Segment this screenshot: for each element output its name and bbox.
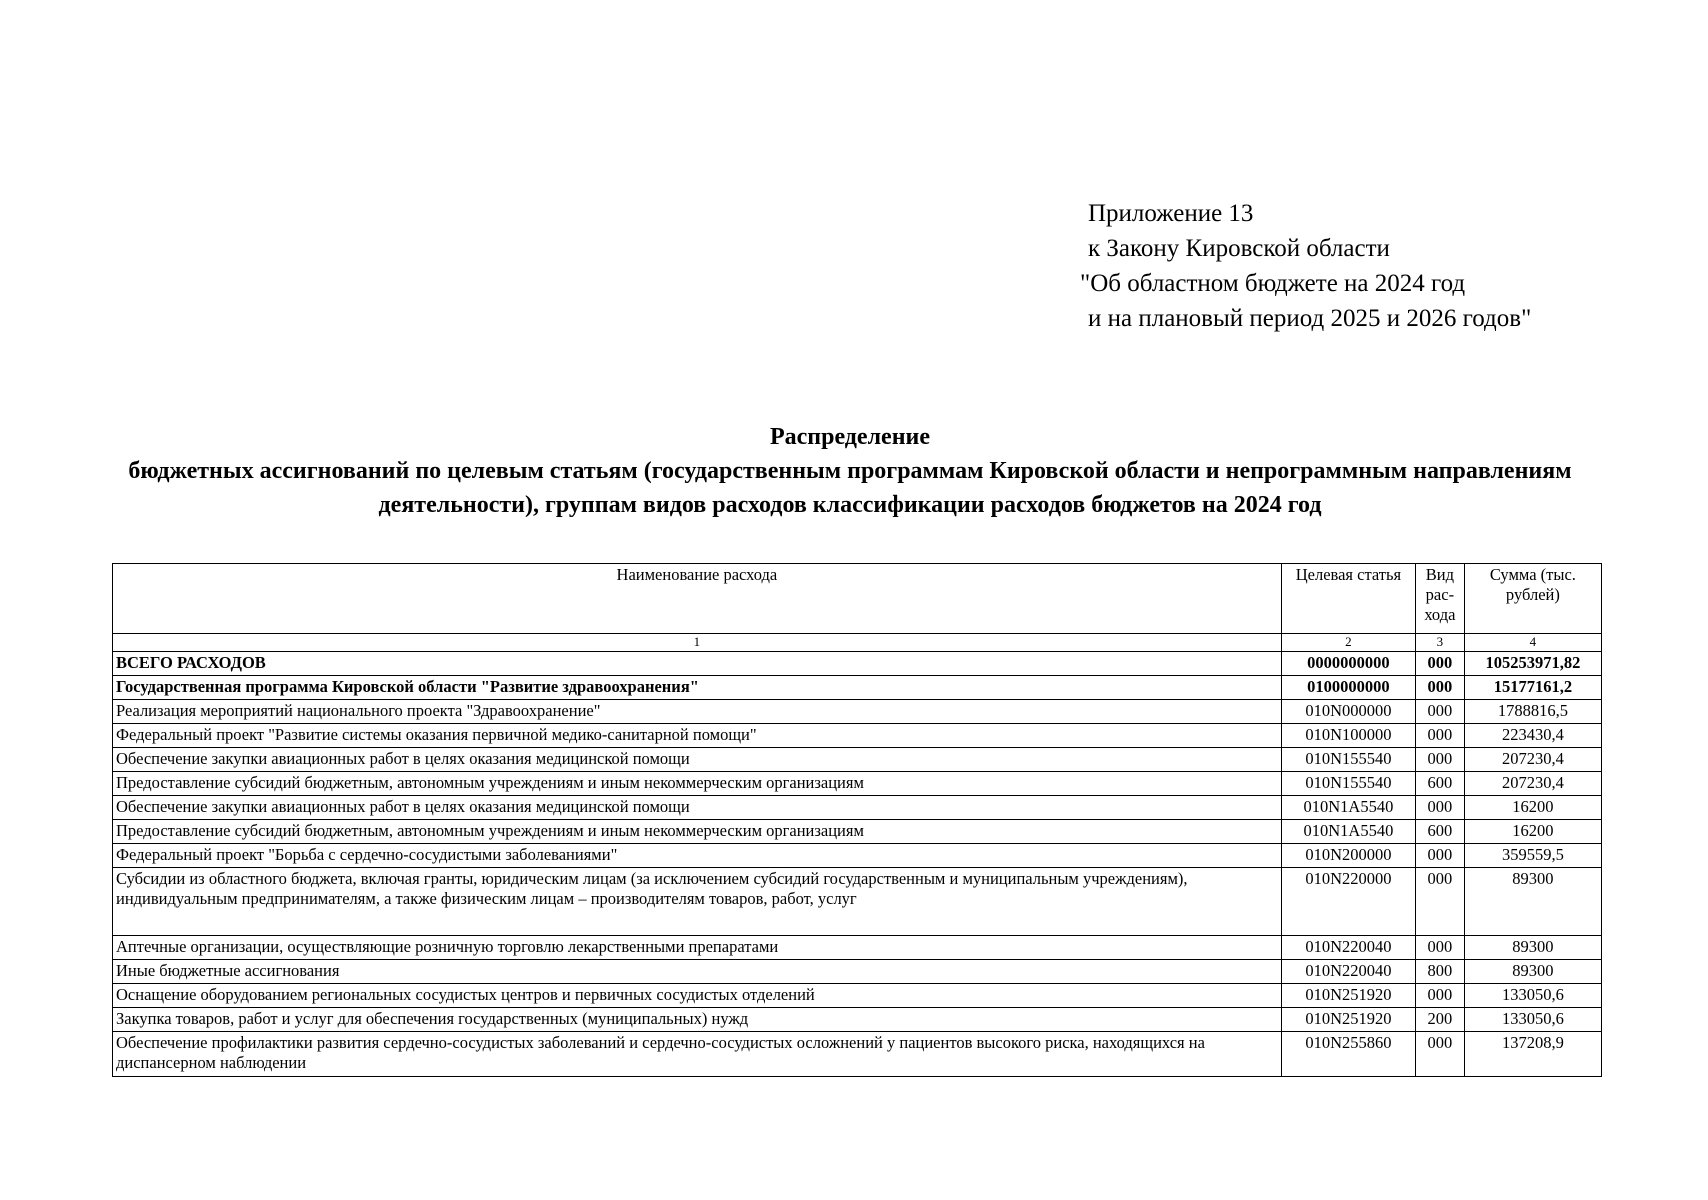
row-sum: 89300 <box>1464 868 1601 936</box>
row-code: 010N220040 <box>1281 936 1415 960</box>
row-type: 000 <box>1415 844 1464 868</box>
table-row <box>113 796 1602 820</box>
appendix-line-2: к Закону Кировской области <box>1088 235 1390 262</box>
row-code: 010N155540 <box>1281 748 1415 772</box>
row-sum: 133050,6 <box>1464 984 1601 1008</box>
column-number: 4 <box>1464 634 1601 652</box>
row-type: 000 <box>1415 1032 1464 1077</box>
header-code: Целевая статья <box>1281 564 1415 634</box>
row-name: Обеспечение профилактики развития сердечно-сосудистых заболеваний и сердечно-сосудистых осложнений у пациентов высокого риска, находящихся на диспансерном наблюдении <box>113 1032 1282 1077</box>
row-type: 000 <box>1415 748 1464 772</box>
appendix-line-4: и на плановый период 2025 и 2026 годов" <box>1088 305 1532 332</box>
row-type: 000 <box>1415 984 1464 1008</box>
row-code: 0000000000 <box>1281 652 1415 676</box>
row-code: 010N220040 <box>1281 960 1415 984</box>
document-title: Распределение <box>769 424 931 450</box>
row-name: Иные бюджетные ассигнования <box>113 960 1282 984</box>
table-row <box>113 652 1602 676</box>
row-type: 000 <box>1415 652 1464 676</box>
row-code: 010N100000 <box>1281 724 1415 748</box>
document-subtitle: бюджетных ассигнований по целевым статьям (государственным программам Кировской области и непрограммным направлениям деятельности), группам видов расходов классификации расходов бюджетов на 2024 год <box>128 458 1572 518</box>
row-code: 010N1A5540 <box>1281 820 1415 844</box>
header-name: Наименование расхода <box>113 564 1282 634</box>
row-name: Оснащение оборудованием региональных сосудистых центров и первичных сосудистых отделений <box>113 984 1282 1008</box>
table-row <box>113 772 1602 796</box>
row-name: Субсидии из областного бюджета, включая гранты, юридическим лицам (за исключением субсидий государственным и муниципальным учреждениям), индивидуальным предпринимателям, а также физическим лицам – производителям товаров, работ, услуг <box>113 868 1282 936</box>
row-name: ВСЕГО РАСХОДОВ <box>113 652 1282 676</box>
row-sum: 89300 <box>1464 960 1601 984</box>
table-row <box>113 936 1602 960</box>
row-sum: 1788816,5 <box>1464 700 1601 724</box>
header-sum: Сумма (тыс. рублей) <box>1464 564 1601 634</box>
row-sum: 207230,4 <box>1464 748 1601 772</box>
table-row <box>113 676 1602 700</box>
column-number: 1 <box>113 634 1282 652</box>
row-code: 010N000000 <box>1281 700 1415 724</box>
row-code: 010N220000 <box>1281 868 1415 936</box>
appendix-reference <box>1080 196 1532 336</box>
table-row <box>113 700 1602 724</box>
table-row <box>113 868 1602 936</box>
row-name: Аптечные организации, осуществляющие розничную торговлю лекарственными препаратами <box>113 936 1282 960</box>
row-type: 600 <box>1415 820 1464 844</box>
row-name: Федеральный проект "Развитие системы оказания первичной медико-санитарной помощи" <box>113 724 1282 748</box>
row-name: Федеральный проект "Борьба с сердечно-сосудистыми заболеваниями" <box>113 844 1282 868</box>
row-name: Реализация мероприятий национального проекта "Здравоохранение" <box>113 700 1282 724</box>
row-type: 000 <box>1415 676 1464 700</box>
column-number: 3 <box>1415 634 1464 652</box>
row-sum: 105253971,82 <box>1464 652 1601 676</box>
budget-table <box>112 563 1602 1077</box>
row-code: 010N1A5540 <box>1281 796 1415 820</box>
table-row <box>113 724 1602 748</box>
row-type: 000 <box>1415 724 1464 748</box>
row-sum: 359559,5 <box>1464 844 1601 868</box>
document-heading <box>110 420 1590 522</box>
row-sum: 207230,4 <box>1464 772 1601 796</box>
column-number: 2 <box>1281 634 1415 652</box>
row-sum: 16200 <box>1464 820 1601 844</box>
row-type: 000 <box>1415 868 1464 936</box>
row-code: 010N251920 <box>1281 984 1415 1008</box>
table-row <box>113 820 1602 844</box>
row-name: Государственная программа Кировской области "Развитие здравоохранения" <box>113 676 1282 700</box>
header-type: Вид рас-хода <box>1415 564 1464 634</box>
table-row <box>113 844 1602 868</box>
table-row <box>113 984 1602 1008</box>
row-name: Предоставление субсидий бюджетным, автономным учреждениям и иным некоммерческим организациям <box>113 772 1282 796</box>
row-name: Обеспечение закупки авиационных работ в целях оказания медицинской помощи <box>113 796 1282 820</box>
row-code: 010N251920 <box>1281 1008 1415 1032</box>
table-header-row <box>113 564 1602 634</box>
row-name: Закупка товаров, работ и услуг для обеспечения государственных (муниципальных) нужд <box>113 1008 1282 1032</box>
row-type: 000 <box>1415 700 1464 724</box>
row-type: 600 <box>1415 772 1464 796</box>
row-type: 200 <box>1415 1008 1464 1032</box>
row-type: 800 <box>1415 960 1464 984</box>
column-number-row <box>113 634 1602 652</box>
table-row <box>113 1032 1602 1077</box>
appendix-line-3: "Об областном бюджете на 2024 год <box>1080 270 1466 297</box>
row-code: 010N155540 <box>1281 772 1415 796</box>
row-sum: 16200 <box>1464 796 1601 820</box>
row-name: Предоставление субсидий бюджетным, автономным учреждениям и иным некоммерческим организациям <box>113 820 1282 844</box>
row-sum: 89300 <box>1464 936 1601 960</box>
appendix-line-1: Приложение 13 <box>1088 200 1254 227</box>
row-code: 0100000000 <box>1281 676 1415 700</box>
row-name: Обеспечение закупки авиационных работ в целях оказания медицинской помощи <box>113 748 1282 772</box>
table-row <box>113 960 1602 984</box>
row-code: 010N200000 <box>1281 844 1415 868</box>
row-type: 000 <box>1415 936 1464 960</box>
table-row <box>113 1008 1602 1032</box>
row-type: 000 <box>1415 796 1464 820</box>
row-sum: 137208,9 <box>1464 1032 1601 1077</box>
row-code: 010N255860 <box>1281 1032 1415 1077</box>
table-row <box>113 748 1602 772</box>
row-sum: 223430,4 <box>1464 724 1601 748</box>
row-sum: 133050,6 <box>1464 1008 1601 1032</box>
row-sum: 15177161,2 <box>1464 676 1601 700</box>
